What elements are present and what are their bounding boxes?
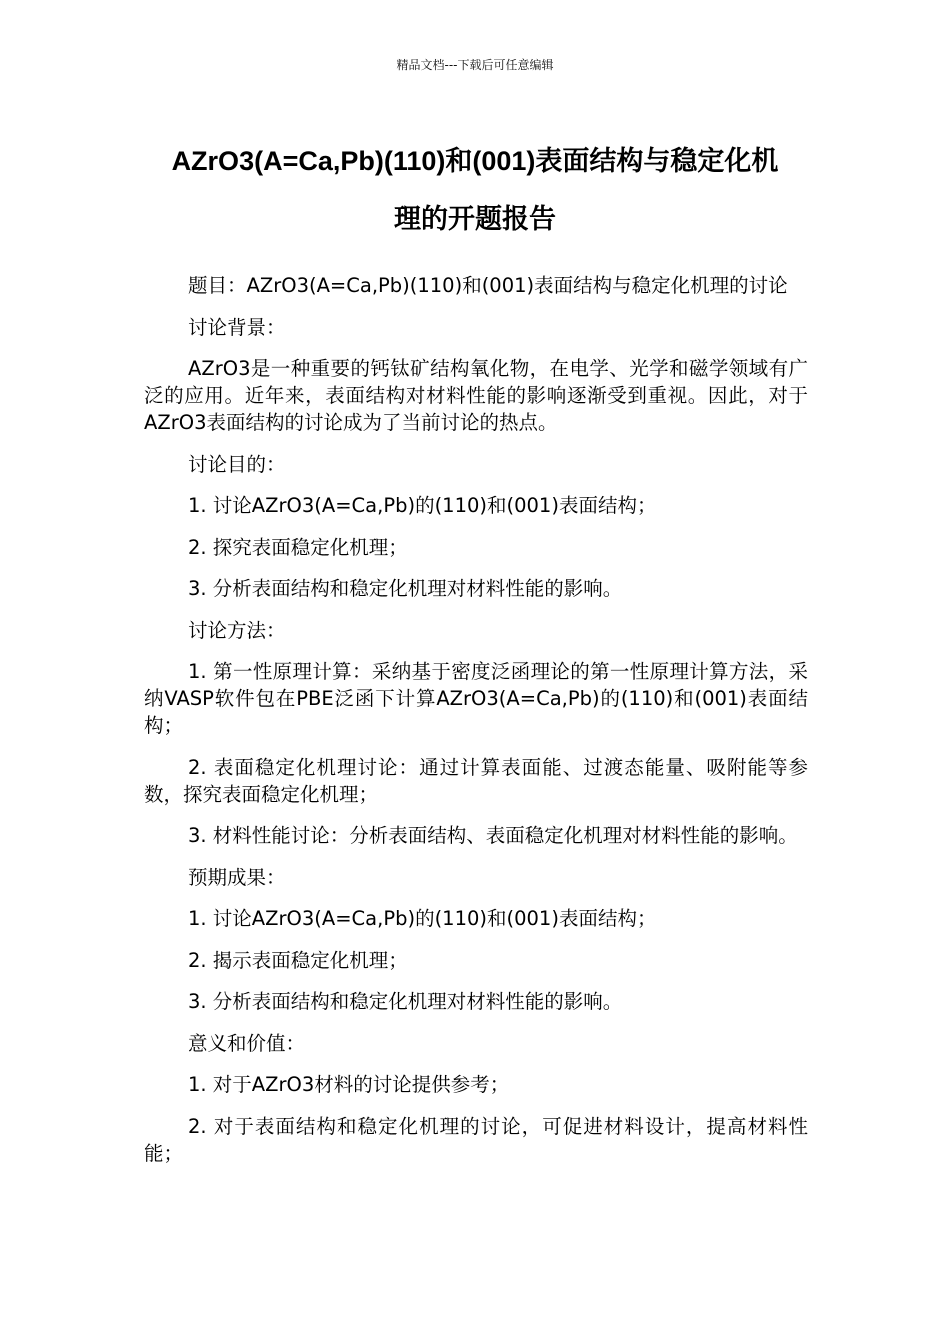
method-heading: 讨论方法： (188, 618, 286, 642)
page-header: 精品文档---下载后可任意编辑 (396, 58, 554, 72)
significance-heading: 意义和价值： (188, 1031, 306, 1055)
list-item: 3. 分析表面结构和稳定化机理对材料性能的影响。 (188, 990, 623, 1013)
background-heading: 讨论背景： (188, 315, 286, 339)
list-item: 2. 探究表面稳定化机理； (188, 535, 408, 559)
topic-paragraph: 题目：AZrO3(A=Ca,Pb)(110)和(001)表面结构与稳定化机理的讨论 (188, 274, 788, 297)
results-heading: 预期成果： (188, 865, 286, 889)
list-item: 1. 讨论AZrO3(A=Ca,Pb)的(110)和(001)表面结构； (188, 494, 657, 517)
list-item: 3. 材料性能讨论：分析表面结构、表面稳定化机理对材料性能的影响。 (188, 824, 798, 847)
document-title (120, 132, 830, 248)
title-line-1: AZrO3(A=Ca,Pb)(110)和(001)表面结构与稳定化机 (171, 146, 779, 176)
title-line-2: 理的开题报告 (394, 204, 556, 234)
list-item: 1. 对于AZrO3材料的讨论提供参考； (188, 1073, 510, 1096)
background-paragraph: AZrO3是一种重要的钙钛矿结构氧化物，在电学、光学和磁学领域有广泛的应用。近年来，表面结构对材料性能的影响逐渐受到重视。因此，对于AZrO3表面结构的讨论成为了当前讨论的热点。 (144, 357, 808, 434)
list-item: 3. 分析表面结构和稳定化机理对材料性能的影响。 (188, 577, 623, 600)
list-item: 1. 讨论AZrO3(A=Ca,Pb)的(110)和(001)表面结构； (188, 907, 657, 930)
list-item: 2. 表面稳定化机理讨论：通过计算表面能、过渡态能量、吸附能等参数，探究表面稳定化机理； (144, 755, 808, 806)
document-body (144, 272, 808, 1181)
purpose-heading: 讨论目的： (188, 452, 286, 476)
list-item: 2. 揭示表面稳定化机理； (188, 948, 408, 972)
list-item: 1. 第一性原理计算：采纳基于密度泛函理论的第一性原理计算方法，采纳VASP软件包在PBE泛函下计算AZrO3(A=Ca,Pb)的(110)和(001)表面结构； (144, 660, 808, 737)
list-item: 2. 对于表面结构和稳定化机理的讨论，可促进材料设计，提高材料性能； (144, 1114, 808, 1165)
